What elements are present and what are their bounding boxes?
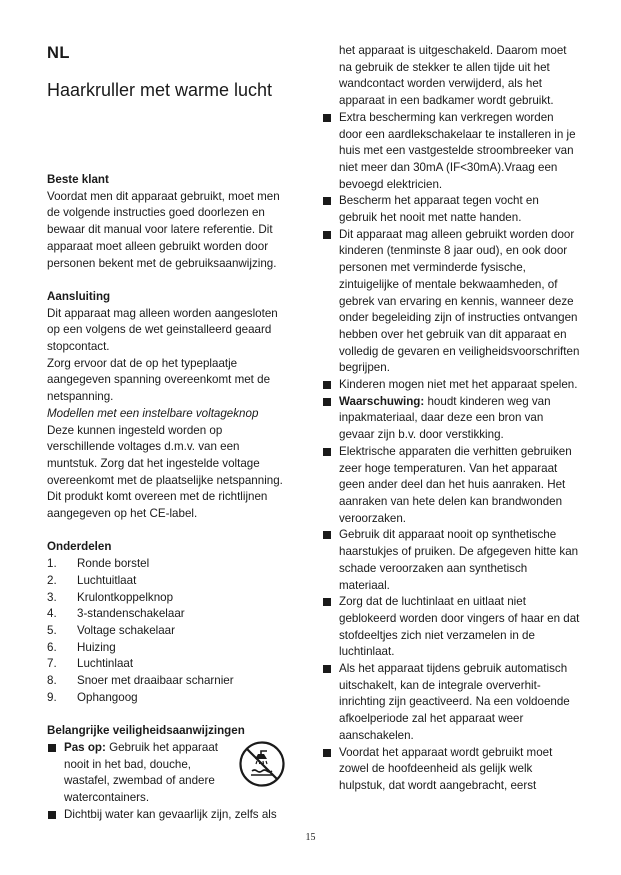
list-item: 7. Luchtinlaat xyxy=(47,657,134,671)
bullet-square-icon xyxy=(48,744,56,752)
list-item: 9. Ophangoog xyxy=(47,690,138,704)
bullet-square-icon xyxy=(323,114,331,122)
bullet-square-icon xyxy=(323,598,331,606)
list-item: Gebruik dit apparaat nooit op synthetische haarstukjes of pruiken. De afgegeven hitte kan schade veroorzaken aan synthetisch materiaal. xyxy=(322,527,580,594)
left-column xyxy=(47,172,292,823)
connection-ce-note: Dit produkt komt overeen met de richtlijnen aangegeven op het CE-label. xyxy=(47,490,268,521)
list-item: Dit apparaat mag alleen gebruikt worden door kinderen (tenminste 8 jaar oud), en ook door personen met verminderde fysische, zintuigelijke of mentale bekwaamheden, of gebrek van ervaring en kennis, wanneer deze onder begeleiding zijn of instructies ontvangen hebben over het gebruik van dit apparaat en volledig de gevaren en veiligheidsvoorschriften begrijpen. xyxy=(322,227,580,377)
page-title: Haarkruller met warme lucht xyxy=(47,80,273,100)
intro-text: Voordat men dit apparaat gebruikt, moet men de volgende instructies goed doorlezen en bewaar dit manual voor latere referentie. Dit apparaat moet alleen gebruikt worden door personen bekent met de gebruiksaanwijzing. xyxy=(47,189,280,270)
page-number: 15 xyxy=(305,832,316,843)
bullet-square-icon xyxy=(323,197,331,205)
list-item: 3. Krulontkoppelknop xyxy=(47,590,174,604)
bullet-square-icon xyxy=(323,448,331,456)
connection-voltage-models: Modellen met een instelbare voltageknop xyxy=(47,406,259,420)
connection-p2: Zorg ervoor dat de op het typeplaatje aangegeven spanning overeenkomt met de netspanning. xyxy=(47,356,271,404)
bullet-square-icon xyxy=(323,398,331,406)
language-code: NL xyxy=(47,44,70,62)
list-item: 6. Huizing xyxy=(47,640,116,654)
list-item: 2. Luchtuitlaat xyxy=(47,573,137,587)
bullet-square-icon xyxy=(323,531,331,539)
warning-label: Pas op: xyxy=(64,740,106,754)
list-item: Kinderen mogen niet met het apparaat spelen. xyxy=(322,377,580,394)
safety-heading: Belangrijke veiligheidsaanwijzingen xyxy=(47,724,245,738)
bullet-square-icon xyxy=(323,381,331,389)
safety-continued-text: het apparaat is uitgeschakeld. Daarom moet na gebruik de stekker te allen tijde uit het wandcontact worden verwijderd, als het apparaat in een badkamer wordt gebruikt. xyxy=(339,44,567,108)
warning-label: Waarschuwing: xyxy=(339,394,425,408)
list-item: Pas op: Gebruik het apparaat nooit in het bad, douche, wastafel, zwembad of andere watercontainers. xyxy=(47,740,292,807)
connection-heading: Aansluiting xyxy=(47,289,111,303)
bullet-square-icon xyxy=(323,231,331,239)
safety-list-right xyxy=(322,110,580,795)
intro-heading: Beste klant xyxy=(47,173,109,186)
no-shower-icon xyxy=(238,740,286,788)
parts-list xyxy=(47,556,292,706)
bullet-square-icon xyxy=(323,665,331,673)
list-item: Zorg dat de luchtinlaat en uitlaat niet geblokeerd worden door vingers of haar en dat stofdeeltjes zich niet verzamelen in de luchtinlaat. xyxy=(322,594,580,661)
list-item: 4. 3-standenschakelaar xyxy=(47,607,185,621)
list-item: Als het apparaat tijdens gebruik automatisch uitschakelt, kan de integrale oververhit-inrichting zijn geactiveerd. Na een voldoende afkoelperiode zal het apparaat weer aanschakelen. xyxy=(322,661,580,745)
list-item: Bescherm het apparaat tegen vocht en gebruik het nooit met natte handen. xyxy=(322,193,580,226)
right-column xyxy=(322,43,580,795)
parts-heading: Onderdelen xyxy=(47,540,112,554)
list-item: Waarschuwing: houdt kinderen weg van inpakmateriaal, daar deze een bron van gevaar zijn b.v. door verstikking. xyxy=(322,394,580,444)
list-item: Voordat het apparaat wordt gebruikt moet zowel de hoofdeenheid als gelijk welk hulpstuk, dat wordt aangebracht, eerst xyxy=(322,745,580,795)
list-item: 1. Ronde borstel xyxy=(47,557,150,571)
bullet-square-icon xyxy=(323,749,331,757)
list-item: 5. Voltage schakelaar xyxy=(47,623,175,637)
list-item: Dichtbij water kan gevaarlijk zijn, zelfs als xyxy=(47,807,292,824)
list-item: Extra bescherming kan verkregen worden door een aardlekschakelaar te installeren in je huis met een vastgestelde stroombreeker van niet meer dan 30mA (IF<30mA).Vraag een bevoegd elektricien. xyxy=(322,110,580,194)
connection-p1: Dit apparaat mag alleen worden aangesloten op een volgens de wet geinstalleerd geaard stopcontact. xyxy=(47,306,278,354)
bath-warning-block xyxy=(47,740,292,824)
list-item: 8. Snoer met draaibaar scharnier xyxy=(47,674,234,688)
list-item: Elektrische apparaten die verhitten gebruiken zeer hoge temperaturen. Van het apparaat geen ander deel dan het huis aanraken. Het aanraken van hete delen kan brandwonden veroorzaken. xyxy=(322,444,580,528)
bullet-square-icon xyxy=(48,811,56,819)
connection-p4: Deze kunnen ingesteld worden op verschillende voltages d.m.v. van een muntstuk. Zorg dat het ingestelde voltage overeenkomt met de plaatselijke netspanning. xyxy=(47,423,283,487)
